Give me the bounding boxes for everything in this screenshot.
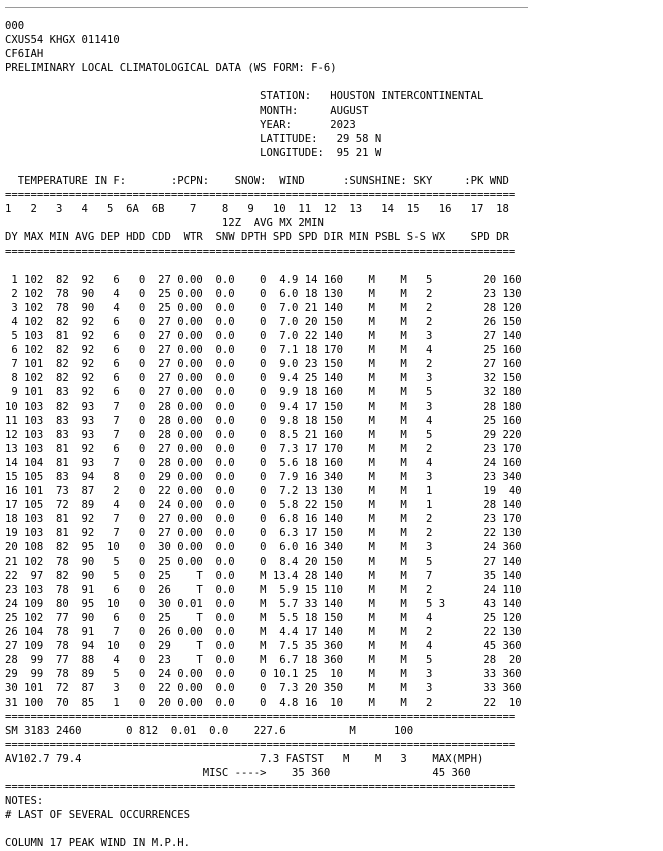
report-title: PRELIMINARY LOCAL CLIMATOLOGICAL DATA (WS FORM: F-6) [5,62,337,75]
table-row: 3 102 78 90 4 0 25 0.00 0.0 0 7.0 21 140 M M 2 28 120 [5,301,522,314]
divider-line: ================================================================================ [5,245,516,258]
top-divider [5,7,528,8]
table-row: 24 109 80 95 10 0 30 0.01 0.0 M 5.7 33 140 M M 5 3 43 140 [5,597,522,610]
table-row: 13 103 81 92 6 0 27 0.00 0.0 0 7.3 17 170 M M 2 23 170 [5,442,522,455]
misc-row: MISC ----> 35 360 45 360 [5,766,471,779]
table-row: 17 105 72 89 4 0 24 0.00 0.0 0 5.8 22 150 M M 1 28 140 [5,499,522,512]
divider-line: ================================================================================ [5,189,516,202]
divider-line: ================================================================================ [5,781,516,794]
table-row: 1 102 82 92 6 0 27 0.00 0.0 0 4.9 14 160 M M 5 20 160 [5,273,522,286]
table-row: 23 103 78 91 6 0 26 T 0.0 M 5.9 15 110 M M 2 24 110 [5,583,522,596]
table-row: 30 101 72 87 3 0 22 0.00 0.0 0 7.3 20 350 M M 3 33 360 [5,682,522,695]
table-header [5,175,515,257]
table-row: 19 103 81 92 7 0 27 0.00 0.0 0 6.3 17 150 M M 2 22 130 [5,527,522,540]
divider-line: ================================================================================ [5,738,516,751]
column-number-header: 1 2 3 4 5 6A 6B 7 8 9 10 11 12 13 14 15 16 17 18 [5,203,509,216]
summary-block [5,711,515,793]
latitude-line: LATITUDE: 29 58 N [5,132,382,145]
notes-heading: NOTES: [5,795,44,808]
table-row: 28 99 77 88 4 0 23 T 0.0 M 6.7 18 360 M M 5 28 20 [5,654,522,667]
table-row: 15 105 83 94 8 0 29 0.00 0.0 0 7.9 16 340 M M 3 23 340 [5,471,522,483]
table-row: 11 103 83 93 7 0 28 0.00 0.0 0 9.8 18 150 M M 4 25 160 [5,414,522,427]
category-header: TEMPERATURE IN F: :PCPN: SNOW: WIND :SUNSHINE: SKY :PK WND [5,175,509,188]
station-block [5,90,483,158]
column-name-header: DY MAX MIN AVG DEP HDD CDD WTR SNW DPTH SPD SPD DIR MIN PSBL S-S WX SPD DR [5,231,509,244]
divider-line: ================================================================================ [5,710,516,723]
table-row: 25 102 77 90 6 0 25 T 0.0 M 5.5 18 150 M M 4 25 120 [5,611,522,624]
table-row: 22 97 82 90 5 0 25 T 0.0 M 13.4 28 140 M M 7 35 140 [5,569,522,582]
table-row: 6 102 82 92 6 0 27 0.00 0.0 0 7.1 18 170 M M 4 25 160 [5,344,522,357]
average-row: AV102.7 79.4 7.3 FASTST M M 3 MAX(MPH) [5,752,484,765]
table-row: 5 103 81 92 6 0 27 0.00 0.0 0 7.0 22 140 M M 3 27 140 [5,330,522,343]
table-row: 31 100 70 85 1 0 20 0.00 0.0 0 4.8 16 10 M M 2 22 10 [5,696,522,709]
column-subheader: 12Z AVG MX 2MIN [5,217,324,230]
table-row: 9 101 83 92 6 0 27 0.00 0.0 0 9.9 18 160 M M 5 32 180 [5,386,522,399]
table-row: 12 103 83 93 7 0 28 0.00 0.0 0 8.5 21 160 M M 5 29 220 [5,428,522,441]
table-row: 16 101 73 87 2 0 22 0.00 0.0 0 7.2 13 130 M M 1 19 40 [5,485,522,498]
table-row: 21 102 78 90 5 0 25 0.00 0.0 0 8.4 20 150 M M 5 27 140 [5,555,522,568]
station-line: STATION: HOUSTON INTERCONTINENTAL [5,90,484,103]
table-row: 2 102 78 90 4 0 25 0.00 0.0 0 6.0 18 130 M M 2 23 130 [5,287,522,300]
note-line: # LAST OF SEVERAL OCCURRENCES [5,809,190,822]
table-row: 18 103 81 92 7 0 27 0.00 0.0 0 6.8 16 140 M M 2 23 170 [5,513,522,526]
table-row: 4 102 82 92 6 0 27 0.00 0.0 0 7.0 20 150 M M 2 26 150 [5,315,522,328]
header-line: 000 [5,20,25,32]
table-row: 27 109 78 94 10 0 29 T 0.0 M 7.5 35 360 M M 4 45 360 [5,640,522,653]
table-row: 10 103 82 93 7 0 28 0.00 0.0 0 9.4 17 150 M M 3 28 180 [5,400,522,413]
table-row: 8 102 82 92 6 0 27 0.00 0.0 0 9.4 25 140 M M 3 32 150 [5,372,522,385]
header-block [5,20,337,74]
header-line: CXUS54 KHGX 011410 [5,34,120,47]
table-row: 14 104 81 93 7 0 28 0.00 0.0 0 5.6 18 160 M M 4 24 160 [5,456,522,469]
table-row: 29 99 78 89 5 0 24 0.00 0.0 0 10.1 25 10 M M 3 33 360 [5,668,522,681]
notes-block [5,795,190,849]
sum-row: SM 3183 2460 0 812 0.01 0.0 227.6 M 100 [5,724,414,737]
daily-rows [5,274,522,709]
table-row: 7 101 82 92 6 0 27 0.00 0.0 0 9.0 23 150 M M 2 27 160 [5,358,522,371]
table-row: 26 104 78 91 7 0 26 0.00 0.0 M 4.4 17 140 M M 2 22 130 [5,626,522,639]
longitude-line: LONGITUDE: 95 21 W [5,146,382,159]
month-line: MONTH: AUGUST [5,104,369,117]
climatological-report [5,19,522,851]
year-line: YEAR: 2023 [5,118,356,131]
table-row: 20 108 82 95 10 0 30 0.00 0.0 0 6.0 16 340 M M 3 24 360 [5,541,522,554]
header-line: CF6IAH [5,48,44,61]
note-line: COLUMN 17 PEAK WIND IN M.P.H. [5,837,190,850]
